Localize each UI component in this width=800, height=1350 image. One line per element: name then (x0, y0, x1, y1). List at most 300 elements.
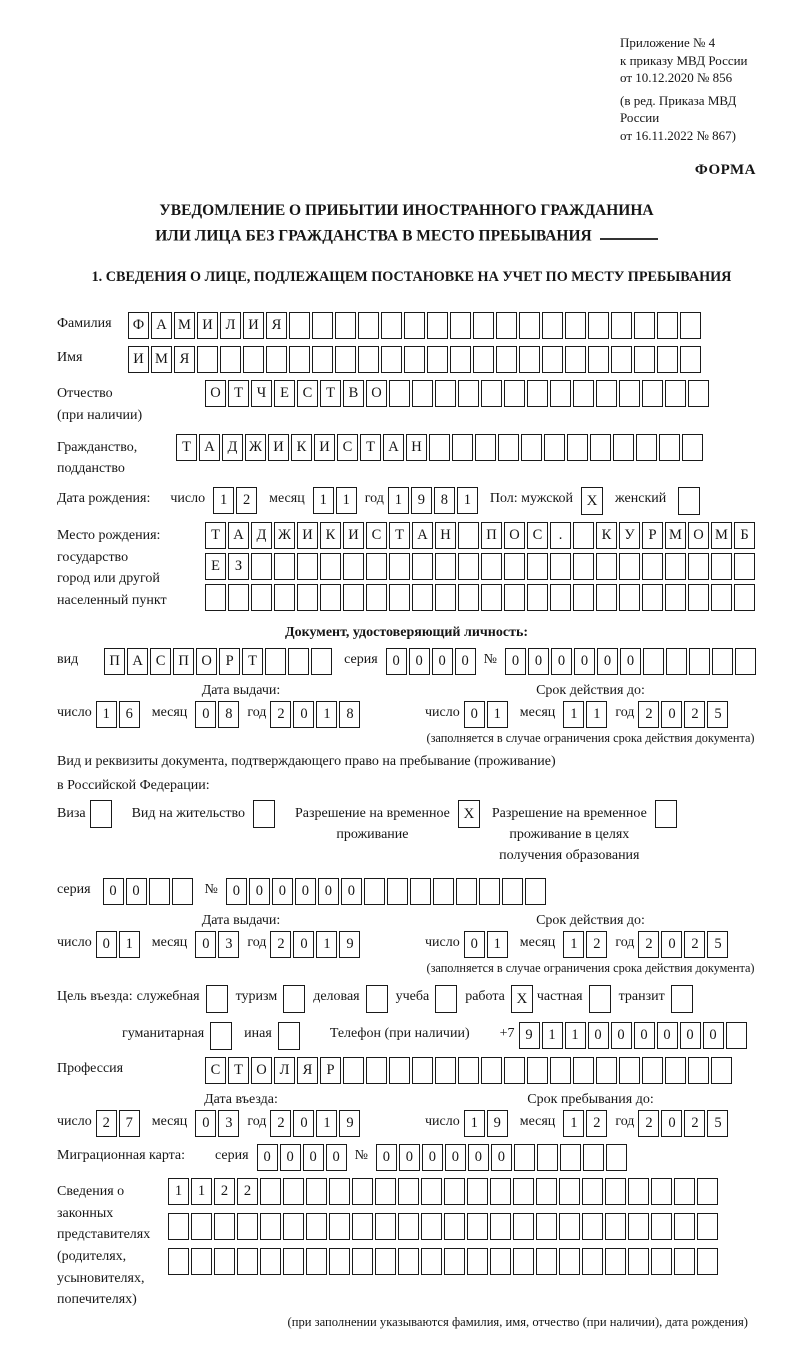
char-cell[interactable] (311, 648, 332, 675)
char-cell[interactable] (479, 878, 500, 905)
char-cell[interactable] (565, 312, 586, 339)
char-cell[interactable]: А (383, 434, 404, 461)
char-cell[interactable]: 0 (399, 1144, 420, 1171)
char-cell[interactable] (220, 346, 241, 373)
char-cell[interactable]: О (366, 380, 387, 407)
char-cell[interactable] (343, 553, 364, 580)
char-cell[interactable]: 2 (586, 1110, 607, 1137)
char-cell[interactable]: 5 (707, 931, 728, 958)
char-cell[interactable] (381, 346, 402, 373)
char-cell[interactable]: Л (274, 1057, 295, 1084)
char-cell[interactable] (266, 346, 287, 373)
char-cell[interactable]: С (366, 522, 387, 549)
char-cell[interactable] (605, 1213, 626, 1240)
char-cell[interactable] (674, 1248, 695, 1275)
char-cell[interactable]: 8 (339, 701, 360, 728)
char-cell[interactable]: 1 (96, 701, 117, 728)
char-cell[interactable] (410, 878, 431, 905)
char-cell[interactable]: С (337, 434, 358, 461)
char-cell[interactable] (550, 584, 571, 611)
char-cell[interactable] (588, 346, 609, 373)
char-cell[interactable] (335, 346, 356, 373)
char-cell[interactable]: 0 (657, 1022, 678, 1049)
char-cell[interactable]: 5 (707, 701, 728, 728)
male-checkbox[interactable]: X (581, 487, 603, 515)
char-cell[interactable]: 1 (464, 1110, 485, 1137)
char-cell[interactable]: 0 (464, 701, 485, 728)
char-cell[interactable]: С (205, 1057, 226, 1084)
char-cell[interactable]: 0 (574, 648, 595, 675)
char-cell[interactable] (619, 1057, 640, 1084)
char-cell[interactable] (573, 553, 594, 580)
char-cell[interactable] (473, 346, 494, 373)
char-cell[interactable] (583, 1144, 604, 1171)
char-cell[interactable] (435, 553, 456, 580)
char-cell[interactable] (651, 1213, 672, 1240)
char-cell[interactable]: Р (219, 648, 240, 675)
char-cell[interactable]: 2 (638, 701, 659, 728)
char-cell[interactable]: Т (242, 648, 263, 675)
char-cell[interactable]: 0 (703, 1022, 724, 1049)
char-cell[interactable] (352, 1178, 373, 1205)
char-cell[interactable] (427, 312, 448, 339)
char-cell[interactable] (680, 312, 701, 339)
char-cell[interactable]: 1 (213, 487, 234, 514)
char-cell[interactable] (404, 346, 425, 373)
char-cell[interactable]: М (151, 346, 172, 373)
char-cell[interactable] (519, 346, 540, 373)
char-cell[interactable]: 9 (339, 1110, 360, 1137)
char-cell[interactable]: Д (222, 434, 243, 461)
char-cell[interactable]: 0 (126, 878, 147, 905)
char-cell[interactable]: 1 (563, 1110, 584, 1137)
char-cell[interactable]: 0 (422, 1144, 443, 1171)
char-cell[interactable] (306, 1178, 327, 1205)
char-cell[interactable] (458, 522, 479, 549)
char-cell[interactable] (605, 1178, 626, 1205)
char-cell[interactable] (697, 1213, 718, 1240)
char-cell[interactable]: 0 (680, 1022, 701, 1049)
char-cell[interactable] (398, 1213, 419, 1240)
char-cell[interactable] (504, 380, 525, 407)
char-cell[interactable]: А (127, 648, 148, 675)
purpose-study-checkbox[interactable] (435, 985, 457, 1013)
char-cell[interactable] (628, 1213, 649, 1240)
char-cell[interactable] (642, 553, 663, 580)
char-cell[interactable] (366, 584, 387, 611)
char-cell[interactable]: 1 (565, 1022, 586, 1049)
char-cell[interactable]: М (711, 522, 732, 549)
char-cell[interactable] (389, 553, 410, 580)
purpose-other-checkbox[interactable] (278, 1022, 300, 1050)
char-cell[interactable] (665, 1057, 686, 1084)
char-cell[interactable]: 0 (551, 648, 572, 675)
char-cell[interactable]: П (173, 648, 194, 675)
char-cell[interactable] (412, 553, 433, 580)
char-cell[interactable]: 0 (257, 1144, 278, 1171)
char-cell[interactable] (560, 1144, 581, 1171)
char-cell[interactable] (444, 1248, 465, 1275)
char-cell[interactable] (343, 584, 364, 611)
char-cell[interactable]: 0 (455, 648, 476, 675)
char-cell[interactable] (435, 380, 456, 407)
char-cell[interactable] (504, 553, 525, 580)
char-cell[interactable] (498, 434, 519, 461)
char-cell[interactable] (366, 1057, 387, 1084)
char-cell[interactable]: 8 (434, 487, 455, 514)
char-cell[interactable] (375, 1213, 396, 1240)
char-cell[interactable] (544, 434, 565, 461)
char-cell[interactable] (559, 1213, 580, 1240)
char-cell[interactable]: 0 (386, 648, 407, 675)
char-cell[interactable]: У (619, 522, 640, 549)
char-cell[interactable] (481, 553, 502, 580)
char-cell[interactable] (320, 553, 341, 580)
char-cell[interactable] (467, 1248, 488, 1275)
char-cell[interactable]: 8 (218, 701, 239, 728)
char-cell[interactable] (536, 1248, 557, 1275)
char-cell[interactable] (651, 1178, 672, 1205)
char-cell[interactable]: О (205, 380, 226, 407)
char-cell[interactable]: И (314, 434, 335, 461)
char-cell[interactable]: 1 (316, 701, 337, 728)
char-cell[interactable]: 2 (586, 931, 607, 958)
char-cell[interactable] (559, 1248, 580, 1275)
char-cell[interactable] (490, 1178, 511, 1205)
char-cell[interactable] (596, 1057, 617, 1084)
char-cell[interactable] (567, 434, 588, 461)
char-cell[interactable]: 2 (684, 1110, 705, 1137)
char-cell[interactable]: 0 (597, 648, 618, 675)
char-cell[interactable]: В (343, 380, 364, 407)
char-cell[interactable] (191, 1248, 212, 1275)
char-cell[interactable] (352, 1213, 373, 1240)
char-cell[interactable]: 9 (339, 931, 360, 958)
char-cell[interactable] (688, 553, 709, 580)
char-cell[interactable] (265, 648, 286, 675)
char-cell[interactable] (214, 1248, 235, 1275)
char-cell[interactable]: 7 (119, 1110, 140, 1137)
char-cell[interactable] (458, 380, 479, 407)
char-cell[interactable] (444, 1178, 465, 1205)
char-cell[interactable] (573, 380, 594, 407)
char-cell[interactable] (596, 553, 617, 580)
char-cell[interactable]: П (104, 648, 125, 675)
char-cell[interactable]: Р (320, 1057, 341, 1084)
purpose-private-checkbox[interactable] (589, 985, 611, 1013)
char-cell[interactable] (412, 584, 433, 611)
char-cell[interactable] (536, 1213, 557, 1240)
char-cell[interactable]: С (297, 380, 318, 407)
char-cell[interactable] (674, 1213, 695, 1240)
char-cell[interactable] (582, 1213, 603, 1240)
char-cell[interactable]: 0 (376, 1144, 397, 1171)
char-cell[interactable] (735, 648, 756, 675)
char-cell[interactable] (611, 312, 632, 339)
char-cell[interactable]: 2 (684, 931, 705, 958)
char-cell[interactable] (734, 553, 755, 580)
char-cell[interactable] (228, 584, 249, 611)
char-cell[interactable]: И (243, 312, 264, 339)
char-cell[interactable] (197, 346, 218, 373)
char-cell[interactable]: 0 (318, 878, 339, 905)
char-cell[interactable] (458, 553, 479, 580)
char-cell[interactable]: Н (406, 434, 427, 461)
char-cell[interactable] (260, 1248, 281, 1275)
char-cell[interactable]: 3 (218, 1110, 239, 1137)
char-cell[interactable] (389, 380, 410, 407)
char-cell[interactable]: 0 (661, 701, 682, 728)
char-cell[interactable] (588, 312, 609, 339)
char-cell[interactable] (450, 312, 471, 339)
char-cell[interactable]: Т (176, 434, 197, 461)
char-cell[interactable] (251, 553, 272, 580)
char-cell[interactable] (412, 1057, 433, 1084)
char-cell[interactable] (433, 878, 454, 905)
char-cell[interactable] (481, 584, 502, 611)
char-cell[interactable]: 0 (293, 1110, 314, 1137)
char-cell[interactable]: 2 (270, 1110, 291, 1137)
char-cell[interactable]: 0 (303, 1144, 324, 1171)
char-cell[interactable] (429, 434, 450, 461)
purpose-humanitarian-checkbox[interactable] (210, 1022, 232, 1050)
char-cell[interactable] (697, 1178, 718, 1205)
char-cell[interactable]: 6 (119, 701, 140, 728)
char-cell[interactable]: Н (435, 522, 456, 549)
char-cell[interactable]: О (251, 1057, 272, 1084)
char-cell[interactable]: 0 (326, 1144, 347, 1171)
char-cell[interactable] (427, 346, 448, 373)
char-cell[interactable]: 0 (611, 1022, 632, 1049)
char-cell[interactable] (527, 1057, 548, 1084)
char-cell[interactable]: 2 (684, 701, 705, 728)
char-cell[interactable]: 1 (316, 931, 337, 958)
char-cell[interactable]: Т (360, 434, 381, 461)
char-cell[interactable]: 0 (103, 878, 124, 905)
purpose-official-checkbox[interactable] (206, 985, 228, 1013)
char-cell[interactable]: С (150, 648, 171, 675)
char-cell[interactable]: 2 (638, 931, 659, 958)
char-cell[interactable] (205, 584, 226, 611)
char-cell[interactable] (283, 1213, 304, 1240)
char-cell[interactable] (312, 312, 333, 339)
char-cell[interactable] (473, 312, 494, 339)
char-cell[interactable]: Ч (251, 380, 272, 407)
char-cell[interactable]: М (174, 312, 195, 339)
char-cell[interactable]: 1 (119, 931, 140, 958)
char-cell[interactable] (329, 1213, 350, 1240)
purpose-transit-checkbox[interactable] (671, 985, 693, 1013)
purpose-business-checkbox[interactable] (366, 985, 388, 1013)
char-cell[interactable]: Я (266, 312, 287, 339)
char-cell[interactable] (435, 584, 456, 611)
char-cell[interactable] (297, 584, 318, 611)
char-cell[interactable]: . (550, 522, 571, 549)
purpose-work-checkbox[interactable]: X (511, 985, 533, 1013)
char-cell[interactable] (642, 1057, 663, 1084)
char-cell[interactable] (289, 312, 310, 339)
char-cell[interactable] (711, 584, 732, 611)
char-cell[interactable] (504, 1057, 525, 1084)
char-cell[interactable] (582, 1248, 603, 1275)
char-cell[interactable] (596, 380, 617, 407)
char-cell[interactable]: К (596, 522, 617, 549)
char-cell[interactable] (421, 1248, 442, 1275)
char-cell[interactable]: К (320, 522, 341, 549)
char-cell[interactable] (288, 648, 309, 675)
char-cell[interactable] (496, 346, 517, 373)
char-cell[interactable] (674, 1178, 695, 1205)
char-cell[interactable]: И (297, 522, 318, 549)
char-cell[interactable]: 0 (293, 701, 314, 728)
char-cell[interactable] (481, 380, 502, 407)
char-cell[interactable] (274, 584, 295, 611)
char-cell[interactable] (237, 1248, 258, 1275)
char-cell[interactable]: 0 (464, 931, 485, 958)
char-cell[interactable] (398, 1248, 419, 1275)
char-cell[interactable] (711, 1057, 732, 1084)
char-cell[interactable] (306, 1248, 327, 1275)
char-cell[interactable] (613, 434, 634, 461)
char-cell[interactable] (680, 346, 701, 373)
char-cell[interactable] (329, 1248, 350, 1275)
char-cell[interactable]: Е (205, 553, 226, 580)
char-cell[interactable] (214, 1213, 235, 1240)
char-cell[interactable]: П (481, 522, 502, 549)
char-cell[interactable] (191, 1213, 212, 1240)
char-cell[interactable] (651, 1248, 672, 1275)
char-cell[interactable] (444, 1213, 465, 1240)
char-cell[interactable] (381, 312, 402, 339)
char-cell[interactable] (312, 346, 333, 373)
char-cell[interactable] (628, 1248, 649, 1275)
char-cell[interactable]: Б (734, 522, 755, 549)
char-cell[interactable] (320, 584, 341, 611)
char-cell[interactable]: 0 (432, 648, 453, 675)
char-cell[interactable] (172, 878, 193, 905)
char-cell[interactable]: А (151, 312, 172, 339)
char-cell[interactable]: К (291, 434, 312, 461)
char-cell[interactable] (450, 346, 471, 373)
char-cell[interactable] (412, 380, 433, 407)
char-cell[interactable] (525, 878, 546, 905)
char-cell[interactable]: Д (251, 522, 272, 549)
char-cell[interactable] (519, 312, 540, 339)
char-cell[interactable]: 0 (661, 1110, 682, 1137)
char-cell[interactable]: 0 (468, 1144, 489, 1171)
char-cell[interactable] (536, 1178, 557, 1205)
char-cell[interactable] (642, 380, 663, 407)
char-cell[interactable] (513, 1213, 534, 1240)
char-cell[interactable]: 0 (588, 1022, 609, 1049)
char-cell[interactable] (712, 648, 733, 675)
char-cell[interactable] (168, 1213, 189, 1240)
char-cell[interactable] (697, 1248, 718, 1275)
char-cell[interactable] (513, 1248, 534, 1275)
char-cell[interactable] (274, 553, 295, 580)
char-cell[interactable]: Ж (274, 522, 295, 549)
char-cell[interactable] (458, 584, 479, 611)
char-cell[interactable] (559, 1178, 580, 1205)
char-cell[interactable]: 9 (411, 487, 432, 514)
char-cell[interactable] (542, 346, 563, 373)
char-cell[interactable] (398, 1178, 419, 1205)
char-cell[interactable]: З (228, 553, 249, 580)
char-cell[interactable] (435, 1057, 456, 1084)
char-cell[interactable] (389, 584, 410, 611)
char-cell[interactable]: Я (174, 346, 195, 373)
char-cell[interactable] (283, 1248, 304, 1275)
char-cell[interactable]: 0 (528, 648, 549, 675)
char-cell[interactable]: Т (205, 522, 226, 549)
char-cell[interactable] (619, 553, 640, 580)
char-cell[interactable] (665, 584, 686, 611)
char-cell[interactable] (289, 346, 310, 373)
char-cell[interactable] (550, 1057, 571, 1084)
char-cell[interactable]: 0 (249, 878, 270, 905)
char-cell[interactable]: 0 (272, 878, 293, 905)
char-cell[interactable] (688, 584, 709, 611)
char-cell[interactable] (481, 1057, 502, 1084)
char-cell[interactable] (456, 878, 477, 905)
char-cell[interactable]: А (412, 522, 433, 549)
char-cell[interactable] (335, 312, 356, 339)
char-cell[interactable]: Р (642, 522, 663, 549)
char-cell[interactable] (375, 1248, 396, 1275)
char-cell[interactable]: Ж (245, 434, 266, 461)
char-cell[interactable] (527, 380, 548, 407)
char-cell[interactable] (590, 434, 611, 461)
char-cell[interactable] (573, 1057, 594, 1084)
char-cell[interactable]: 0 (491, 1144, 512, 1171)
char-cell[interactable] (711, 553, 732, 580)
char-cell[interactable] (657, 312, 678, 339)
char-cell[interactable] (352, 1248, 373, 1275)
char-cell[interactable] (452, 434, 473, 461)
char-cell[interactable]: Т (389, 522, 410, 549)
char-cell[interactable] (619, 584, 640, 611)
char-cell[interactable] (514, 1144, 535, 1171)
char-cell[interactable] (237, 1213, 258, 1240)
char-cell[interactable]: А (228, 522, 249, 549)
char-cell[interactable] (467, 1213, 488, 1240)
char-cell[interactable] (490, 1248, 511, 1275)
char-cell[interactable] (366, 553, 387, 580)
char-cell[interactable]: Я (297, 1057, 318, 1084)
char-cell[interactable] (168, 1248, 189, 1275)
char-cell[interactable] (634, 346, 655, 373)
char-cell[interactable] (343, 1057, 364, 1084)
char-cell[interactable]: Л (220, 312, 241, 339)
char-cell[interactable]: С (527, 522, 548, 549)
char-cell[interactable]: 0 (505, 648, 526, 675)
char-cell[interactable] (636, 434, 657, 461)
char-cell[interactable] (458, 1057, 479, 1084)
char-cell[interactable]: Е (274, 380, 295, 407)
char-cell[interactable] (605, 1248, 626, 1275)
char-cell[interactable] (527, 584, 548, 611)
char-cell[interactable] (573, 522, 594, 549)
char-cell[interactable] (665, 380, 686, 407)
char-cell[interactable]: 1 (487, 931, 508, 958)
char-cell[interactable] (513, 1178, 534, 1205)
char-cell[interactable] (364, 878, 385, 905)
char-cell[interactable]: Т (228, 1057, 249, 1084)
char-cell[interactable]: 1 (563, 701, 584, 728)
char-cell[interactable] (537, 1144, 558, 1171)
char-cell[interactable] (260, 1213, 281, 1240)
char-cell[interactable]: М (665, 522, 686, 549)
